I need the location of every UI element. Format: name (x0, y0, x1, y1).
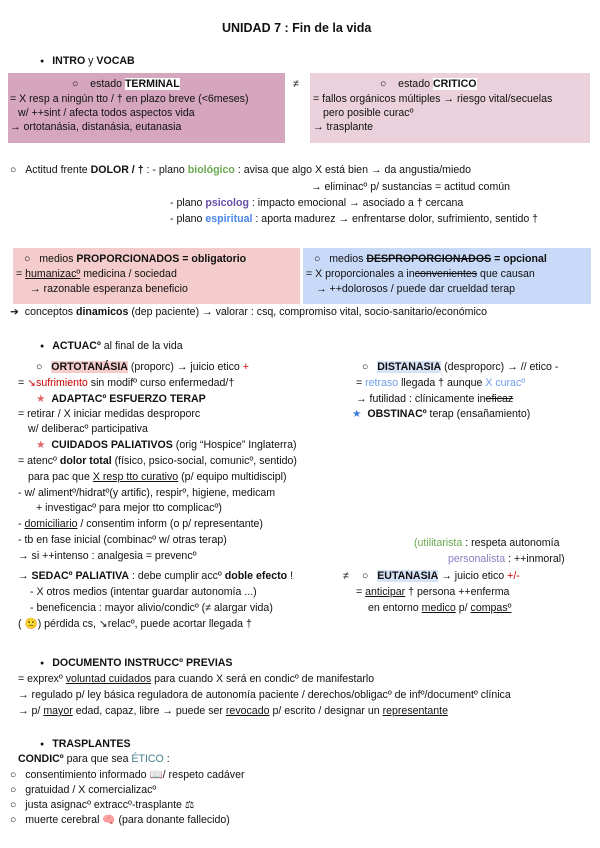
dolor-line-2: → eliminacº p/ sustancias = actitud común (311, 181, 511, 193)
critico-line-1: = fallos orgánicos múltiples → riesgo vital/secuelas (313, 93, 553, 105)
ortotanasia-line-1: = ↘sufrimiento sin modifº curso enfermedad/† (18, 377, 235, 389)
cuidados-line-5: - domiciliario / consentim inform (o p/ representante) (18, 518, 263, 530)
cuidados-line-7: → si ++intenso : analgesia = prevencº (18, 550, 197, 562)
cuidados-line-4: + investigacº para mejor tto complicacº) (36, 502, 222, 514)
desproporcionados-line-1: = X proporcionales a inconvenientes que causan (306, 268, 535, 280)
ortotanasia-label: ○ ORTOTANÁSIA (proporc) → juicio etico + (36, 361, 249, 373)
eutanasia-line-2: en entorno medico p/ compasº (368, 602, 512, 614)
proporcionados-label: ○ medios PROPORCIONADOS = obligatorio (24, 253, 247, 265)
dolor-line-1: ○ Actitud frente DOLOR / † : - plano biológico : avisa que algo X está bien → da angustia/miedo (10, 164, 472, 176)
sad-face-icon: 🙁 (24, 618, 38, 630)
sedacion-line-3: ( 🙁) pérdida cs, ↘relacº, puede acortar llegada † (18, 618, 252, 630)
section-heading-trasplantes: ● TRASPLANTES (40, 738, 131, 752)
list-item: ○ justa asignacº extraccº-trasplante ⚖ (10, 799, 195, 811)
terminal-line-2: w/ ++sint / afecta todos aspectos vida (18, 107, 195, 119)
critico-line-2: pero posible curacº (323, 107, 414, 119)
neq-symbol-2: ≠ (343, 570, 349, 582)
proporcionados-line-1: = humanizacº medicina / sociedad (16, 268, 177, 280)
terminal-line-3: → ortotanásia, distanásia, eutanasia (10, 121, 182, 133)
page-title: UNIDAD 7 : Fin de la vida (222, 21, 372, 35)
distanasia-label: ○ DISTANASIA (desproporc) → // etico - (362, 361, 559, 373)
dolor-line-3: - plano psicolog : impacto emocional → asociado a † cercana (170, 197, 464, 209)
personalista-line: personalista : ++inmoral) (448, 553, 565, 565)
distanasia-line-2: → futilidad : clínicamente ineficaz (356, 393, 514, 405)
cuidados-line-6: - tb en fase inicial (combinacº w/ otras terap) (18, 534, 227, 546)
terminal-line-1: = X resp a ningún tto / † en plazo breve (<6meses) (10, 93, 249, 105)
obstinacion-line: ★ OBSTINACº terap (ensañamiento) (352, 408, 531, 420)
section-heading-documento: ● DOCUMENTO INSTRUCCº PREVIAS (40, 657, 232, 671)
section-heading-intro: ● INTRO y VOCAB (40, 55, 135, 69)
star-icon: ★ (36, 393, 46, 405)
eutanasia-line-1: = anticipar † persona ++enferma (356, 586, 510, 598)
list-item: ○ gratuidad / X comercializacº (10, 784, 157, 796)
star-icon: ★ (352, 408, 362, 420)
cuidados-heading: ★ CUIDADOS PALIATIVOS (orig “Hospice” Inglaterra) (36, 439, 297, 451)
eutanasia-label: ○ EUTANASIA → juicio etico +/- (362, 570, 520, 582)
adaptacion-line-1: = retirar / X iniciar medidas desproporc (18, 408, 201, 420)
documento-line-2: → regulado p/ ley básica reguladora de autonomía paciente / derechos/obligacº de infº/documentº clínica (18, 689, 511, 701)
documento-line-1: = exprexº voluntad cuidados para cuando X será en condicº de manifestarlo (18, 673, 375, 685)
cuidados-line-3: - w/ alimentº/hidratº(y artific), respirº, higiene, medicam (18, 487, 276, 499)
condicion-line: CONDICº para que sea ÉTICO : (18, 753, 170, 765)
utilitarista-line: (utilitarista : respeta autonomía (414, 537, 560, 549)
sedacion-line-2: - beneficencia : mayor alivio/condicº (≠ alargar vida) (30, 602, 273, 614)
distanasia-line-1: = retraso llegada † aunque X curacº (356, 377, 526, 389)
proporcionados-line-2: → razonable esperanza beneficio (30, 283, 188, 295)
section-heading-actuac: ● ACTUACº al final de la vida (40, 340, 183, 354)
critico-label: ○ estado CRITICO (380, 78, 477, 90)
neq-symbol: ≠ (293, 78, 299, 90)
star-icon: ★ (36, 439, 46, 451)
sedacion-line-1: - X otros medios (intentar guardar autonomía ...) (30, 586, 257, 598)
desproporcionados-line-2: → ++dolorosos / puede dar crueldad terap (316, 283, 516, 295)
adaptacion-line-2: w/ deliberacº participativa (28, 423, 148, 435)
list-item: ○ muerte cerebral 🧠 (para donante fallecido) (10, 814, 230, 826)
adaptacion-heading: ★ ADAPTACº ESFUERZO TERAP (36, 393, 206, 405)
sedacion-heading: → SEDACº PALIATIVA : debe cumplir accº doble efecto ! (18, 570, 294, 582)
critico-line-3: → trasplante (313, 121, 374, 133)
desproporcionados-label: ○ medios DESPROPORCIONADOS = opcional (314, 253, 547, 265)
cuidados-line-1: = atencº dolor total (físico, psico-social, comunicº, sentido) (18, 455, 297, 467)
terminal-label: ○ estado TERMINAL (72, 78, 180, 90)
documento-line-3: → p/ mayor edad, capaz, libre → puede ser revocado p/ escrito / designar un representante (18, 705, 448, 717)
dolor-line-4: - plano espiritual : aporta madurez → enfrentarse dolor, sufrimiento, sentido † (170, 213, 539, 225)
cuidados-line-2: para pac que X resp tto curativo (p/ equipo multidiscipl) (28, 471, 287, 483)
conceptos-line: ➔ conceptos dinamicos (dep paciente) → valorar : csq, compromiso vital, socio-sanitario/económico (10, 306, 488, 318)
list-item: ○ consentimiento informado 📖/ respeto cadáver (10, 769, 245, 781)
